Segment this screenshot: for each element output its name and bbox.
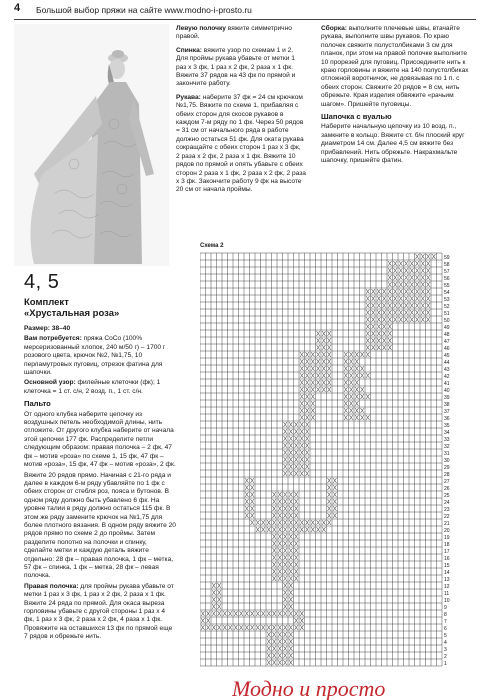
row-number-label: 55 xyxy=(444,282,450,289)
row-number-label: 40 xyxy=(444,387,450,394)
row-number-label: 39 xyxy=(444,394,450,401)
row-number-label: 11 xyxy=(444,590,450,597)
row-number-label: 4 xyxy=(444,639,447,646)
row-number-label: 49 xyxy=(444,324,450,331)
row-number-label: 14 xyxy=(444,569,450,576)
filet-chart-grid xyxy=(200,249,456,672)
row-number-label: 16 xyxy=(444,555,450,562)
row-number-label: 18 xyxy=(444,541,450,548)
schema-label: Схема 2 xyxy=(200,243,224,249)
row-number-label: 21 xyxy=(444,520,450,527)
materials-paragraph: Вам потребуется: пряжа CoCo (100% мерсеризованный хлопок, 240 м/50 г) – 1700 г розового цвета, крючок №2, №1,75, 10 перламутровых пуговиц, отрезок фатина для шапочки. xyxy=(24,335,166,377)
row-number-label: 19 xyxy=(444,534,450,541)
row-number-label: 48 xyxy=(444,331,450,338)
row-number-label: 7 xyxy=(444,618,447,625)
row-number-label: 2 xyxy=(444,653,447,660)
row-number-label: 6 xyxy=(444,625,447,632)
left-front-paragraph: Левую полочку вяжите симметрично правой. xyxy=(176,25,292,41)
row-number-label: 33 xyxy=(444,436,450,443)
text-column-middle xyxy=(176,25,306,197)
row-number-label: 29 xyxy=(444,464,450,471)
coat-paragraph-1: От одного клубка наберите цепочку из воздушных петель необходимой длины, нить отложите. От другого клубка наберите от начала этой цепочки 177 фк. Распределите петли следующим образом: правая полочка – 2 фк, 47 фк – мотив «роза» по схеме 1, 15 фк, 47 фк – мотив «роза», 15 фк, 47 фк – мотив «роза», 2 фк. xyxy=(24,410,176,469)
row-number-label: 58 xyxy=(444,261,450,268)
row-number-label: 20 xyxy=(444,527,450,534)
row-number-label: 52 xyxy=(444,303,450,310)
main-pattern-paragraph: Основной узор: филейные клеточки (фк); 1 клеточка = 1 ст. с/н, 2 возд. п., 1 ст. с/н. xyxy=(24,379,161,395)
row-number-label: 59 xyxy=(444,254,450,261)
hat-paragraph: Наберите начальную цепочку из 10 возд. п., замкните в кольцо. Вяжите ст. б/н плоский круг диаметром 14 см. Далее 4,5 см вяжите без прибавлений. Нить обрежьте. Накрахмальте шапочку, пришейте фатин. xyxy=(321,123,465,165)
row-number-label: 24 xyxy=(444,499,450,506)
row-number-label: 15 xyxy=(444,562,450,569)
row-number-label: 31 xyxy=(444,450,450,457)
row-number-label: 45 xyxy=(444,352,450,359)
pattern-title: Комплект «Хрустальная роза» xyxy=(24,297,120,319)
row-number-label: 1 xyxy=(444,660,447,667)
row-number-label: 57 xyxy=(444,268,450,275)
row-number-label: 25 xyxy=(444,492,450,499)
row-number-label: 12 xyxy=(444,583,450,590)
page-number: 4 xyxy=(14,2,21,14)
row-number-label: 46 xyxy=(444,345,450,352)
row-number-label: 27 xyxy=(444,478,450,485)
back-paragraph: Спинка: вяжите узор по схемам 1 и 2. Для проймы рукава убавьте от метки 1 раз x 3 фк, 1 раз x 2 фк, 2 раза x 1 фк. Вяжите 37 рядов на 43 фк по прямой и закончите работу. xyxy=(176,46,296,88)
magazine-logo xyxy=(232,676,487,700)
row-number-label: 56 xyxy=(444,275,450,282)
text-column-left xyxy=(24,325,176,644)
hat-heading: Шапочка с вуалью xyxy=(321,112,392,122)
row-number-label: 30 xyxy=(444,457,450,464)
row-number-label: 17 xyxy=(444,548,450,555)
row-number-label: 36 xyxy=(444,415,450,422)
row-number-label: 32 xyxy=(444,443,450,450)
sleeve-paragraph: Рукава: наберите 37 фк = 24 см крючком №1,75. Вяжите по схеме 1, прибавляя с обеих сторон для скосов рукавов в каждом 7-м ряду по 1 фк. Через 50 рядов = 31 см от начального ряда в работе должно остаться 51 фк. Для окатa рукава сокращайте с обеих сторон 1 раз x 3 фк, 2 раза x 2 фк, 2 раза x 1 фк. Вяжите 10 рядов по прямой и опять убавьте с обеих сторон 2 раза x 1 фк, 2 раза x 2 фк, 2 раза x 3 фк. Закончите работу 9 фк на высоте 20 см от начала проймы. xyxy=(176,93,306,194)
site-banner: Большой выбор пряжи на сайте www.modno-i-prosto.ru xyxy=(36,5,252,15)
row-number-label: 3 xyxy=(444,646,447,653)
size-line: Размер: 38–40 xyxy=(24,325,71,332)
text-column-right xyxy=(321,25,473,168)
row-number-label: 51 xyxy=(444,310,450,317)
right-front-paragraph: Правая полочка: для проймы рукава убавьте от метки 1 раз x 3 фк, 1 раз x 2 фк, 2 раза x 1 фк. Вяжите 24 ряда по прямой. Для окаса выреза горловины убавьте с другой стороны 1 раз x 4 фк, 1 раз x 3 фк, 2 раза x 2 фк, 4 раза x 1 фк. Провяжите на оставшихся 13 фк по прямой еще 7 рядов и обрежьте нить. xyxy=(24,582,174,641)
row-number-label: 41 xyxy=(444,380,450,387)
coat-heading: Пальто xyxy=(24,399,51,409)
row-number-label: 5 xyxy=(444,632,447,639)
row-number-label: 35 xyxy=(444,422,450,429)
row-number-label: 50 xyxy=(444,317,450,324)
row-number-label: 23 xyxy=(444,506,450,513)
row-number-label: 37 xyxy=(444,408,450,415)
row-number-label: 13 xyxy=(444,576,450,583)
row-number-label: 44 xyxy=(444,359,450,366)
row-number-label: 28 xyxy=(444,471,450,478)
row-number-label: 42 xyxy=(444,373,450,380)
model-photo xyxy=(14,24,169,266)
coat-paragraph-2: Вяжите 20 рядов прямо. Начиная с 21-го ряда и далее в каждом 6-м ряду убавляйте по 1 фк с обеих сторон от стебля роз, пояса и бутонов. В одном ряду должно быть убавлено 6 фк. На уровне талии в ряду должно остаться 115 фк. В этом же ряду замените крючок на №1,75 для более плотного вязания. В одном ряду вяжите 20 рядов прямо по схеме 2 до проймы. Затем разделите полотно на полочки и спинку, сделайте метки и каждую деталь вяжите отдельно: 28 фк – правая полочка, 1 фк – метка, 57 фк – спинка, 1 фк – метка, 28 фк – левая полочка. xyxy=(24,471,176,580)
row-number-label: 38 xyxy=(444,401,450,408)
row-number-label: 22 xyxy=(444,513,450,520)
row-number-label: 53 xyxy=(444,296,450,303)
row-number-label: 9 xyxy=(444,604,447,611)
row-number-label: 43 xyxy=(444,366,450,373)
row-number-label: 10 xyxy=(444,597,450,604)
header-rule xyxy=(14,19,476,20)
logo-text: Модно и просто xyxy=(232,676,386,700)
row-number-label: 34 xyxy=(444,429,450,436)
assembly-paragraph: Сборка: выполните плечевые швы, втачайте рукава, выполните швы рукавов. По краю полочек свяжите полустолбиками 3 см для планок, при этом на правой полочке выполните 10 прорезей для пуговиц. Присоедините нить к краю горловины и вяжите на 140 полустолбиках отложной воротничок, не довязывая по 1 п. с обеих сторон. Свяжите 20 рядов = 8 см, нить обрежьте. Края изделия обвяжите «рачьим шагом». Пришейте пуговицы. xyxy=(321,25,469,108)
row-number-label: 54 xyxy=(444,289,450,296)
row-number-label: 26 xyxy=(444,485,450,492)
pattern-number: 4, 5 xyxy=(24,271,60,293)
row-number-label: 8 xyxy=(444,611,447,618)
page-header xyxy=(14,4,476,18)
row-number-label: 47 xyxy=(444,338,450,345)
